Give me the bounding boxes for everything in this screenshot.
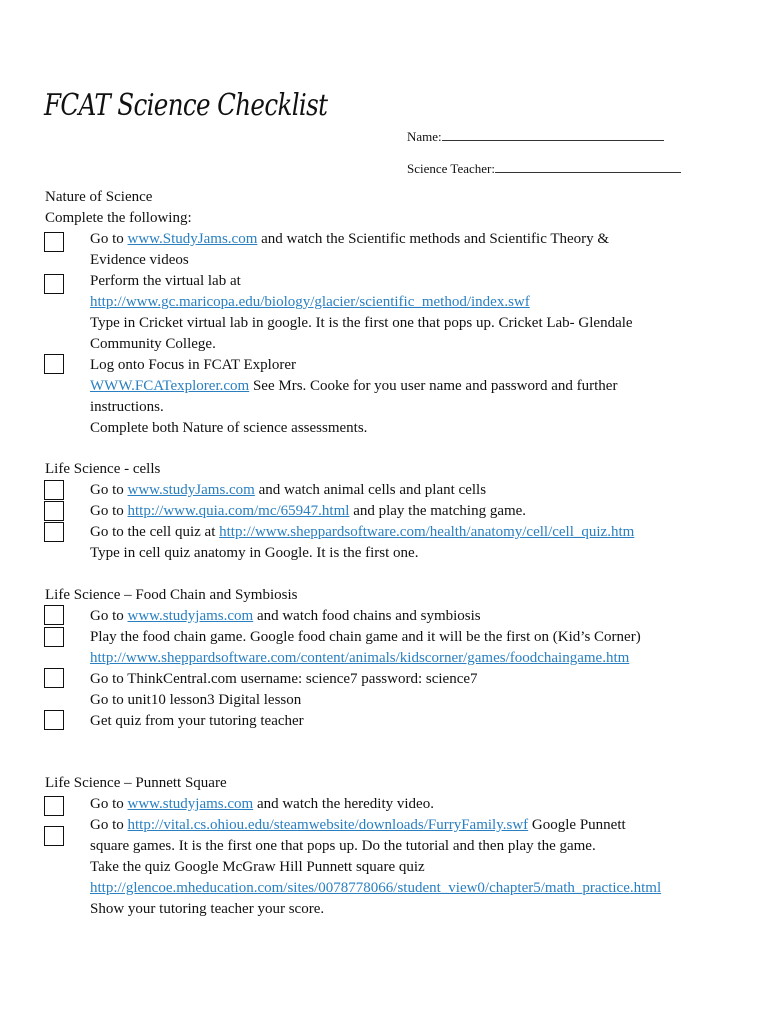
checkbox-food-quiz[interactable] xyxy=(44,710,64,730)
list-item-continued: instructions. xyxy=(90,399,164,415)
link-fcat-explorer[interactable]: WWW.FCATexplorer.com xyxy=(90,378,250,394)
name-field[interactable] xyxy=(407,128,664,146)
teacher-label: Science Teacher: xyxy=(407,161,495,176)
list-item: Perform the virtual lab at xyxy=(90,273,241,289)
page-title: FCAT Science Checklist xyxy=(44,88,328,123)
checkbox-nature-virtual-lab[interactable] xyxy=(44,274,64,294)
section-heading-food-chain: Life Science – Food Chain and Symbiosis xyxy=(45,587,298,603)
checkbox-nature-fcat-explorer[interactable] xyxy=(44,354,64,374)
list-item: Go to www.studyJams.com and watch animal cells and plant cells xyxy=(90,482,487,498)
list-item: Log onto Focus in FCAT Explorer xyxy=(90,357,296,373)
list-item-continued: square games. It is the first one that pops up. Do the tutorial and then play the game. xyxy=(90,838,596,854)
teacher-blank[interactable] xyxy=(495,160,681,173)
teacher-field[interactable] xyxy=(407,160,681,178)
list-item: Go to ThinkCentral.com username: science7 password: science7 xyxy=(90,671,478,687)
name-label: Name: xyxy=(407,129,442,144)
section-heading-cells: Life Science - cells xyxy=(45,461,161,477)
link-studyjams[interactable]: www.StudyJams.com xyxy=(127,231,258,247)
checkbox-food-thinkcentral[interactable] xyxy=(44,668,64,688)
section-subheading: Complete the following: xyxy=(45,210,192,226)
list-item: Go to http://vital.cs.ohiou.edu/steamwebsite/downloads/FurryFamily.swf Google Punnett xyxy=(90,817,626,833)
link-studyjams-food[interactable]: www.studyjams.com xyxy=(127,608,254,624)
checkbox-cells-studyjams[interactable] xyxy=(44,480,64,500)
section-heading-punnett: Life Science – Punnett Square xyxy=(45,775,227,791)
link-virtual-lab[interactable]: http://www.gc.maricopa.edu/biology/glacier/scientific_method/index.swf xyxy=(90,294,530,310)
list-item: Get quiz from your tutoring teacher xyxy=(90,713,304,729)
list-item-continued: Go to unit10 lesson3 Digital lesson xyxy=(90,692,302,708)
list-item: Go to www.studyjams.com and watch the heredity video. xyxy=(90,796,434,812)
checkbox-cells-quiz[interactable] xyxy=(44,522,64,542)
link-glencoe-quiz[interactable]: http://glencoe.mheducation.com/sites/0078778066/student_view0/chapter5/math_practice.html xyxy=(90,880,662,896)
list-item: Go to www.studyjams.com and watch food chains and symbiosis xyxy=(90,608,481,624)
list-item-continued: Complete both Nature of science assessments. xyxy=(90,420,368,436)
checkbox-nature-studyjams[interactable] xyxy=(44,232,64,252)
list-item-continued: Take the quiz Google McGraw Hill Punnett square quiz xyxy=(90,859,425,875)
link-virtual-lab-row xyxy=(90,292,530,313)
link-quia[interactable]: http://www.quia.com/mc/65947.html xyxy=(127,503,350,519)
section-heading-nature: Nature of Science xyxy=(45,189,153,205)
checkbox-punnett-studyjams[interactable] xyxy=(44,796,64,816)
list-item-continued: Evidence videos xyxy=(90,252,189,268)
link-furry-family[interactable]: http://vital.cs.ohiou.edu/steamwebsite/downloads/FurryFamily.swf xyxy=(127,817,529,833)
link-studyjams-heredity[interactable]: www.studyjams.com xyxy=(127,796,254,812)
checkbox-punnett-furry-family[interactable] xyxy=(44,826,64,846)
list-item: Go to http://www.quia.com/mc/65947.html and play the matching game. xyxy=(90,503,527,519)
list-item-continued: WWW.FCATexplorer.com See Mrs. Cooke for you user name and password and further xyxy=(90,378,618,394)
link-food-chain-game[interactable]: http://www.sheppardsoftware.com/content/animals/kidscorner/games/foodchaingame.htm xyxy=(90,650,630,666)
link-studyjams-cells[interactable]: www.studyJams.com xyxy=(127,482,255,498)
list-item: Go to www.StudyJams.com and watch the Scientific methods and Scientific Theory & xyxy=(90,231,610,247)
checkbox-food-game[interactable] xyxy=(44,627,64,647)
link-food-game-row xyxy=(90,648,629,669)
list-item: Play the food chain game. Google food chain game and it will be the first on (Kid’s Corner) xyxy=(90,629,641,645)
link-glencoe-row xyxy=(90,878,661,899)
checkbox-cells-quia[interactable] xyxy=(44,501,64,521)
link-cell-quiz[interactable]: http://www.sheppardsoftware.com/health/anatomy/cell/cell_quiz.htm xyxy=(219,524,635,540)
list-item: Go to the cell quiz at http://www.sheppardsoftware.com/health/anatomy/cell/cell_quiz.htm xyxy=(90,524,635,540)
checkbox-food-studyjams[interactable] xyxy=(44,605,64,625)
list-item-continued: Community College. xyxy=(90,336,216,352)
list-item-continued: Type in cell quiz anatomy in Google. It is the first one. xyxy=(90,545,419,561)
list-item-continued: Show your tutoring teacher your score. xyxy=(90,901,325,917)
name-blank[interactable] xyxy=(442,128,664,141)
list-item-continued: Type in Cricket virtual lab in google. It is the first one that pops up. Cricket Lab- Glendale xyxy=(90,315,633,331)
